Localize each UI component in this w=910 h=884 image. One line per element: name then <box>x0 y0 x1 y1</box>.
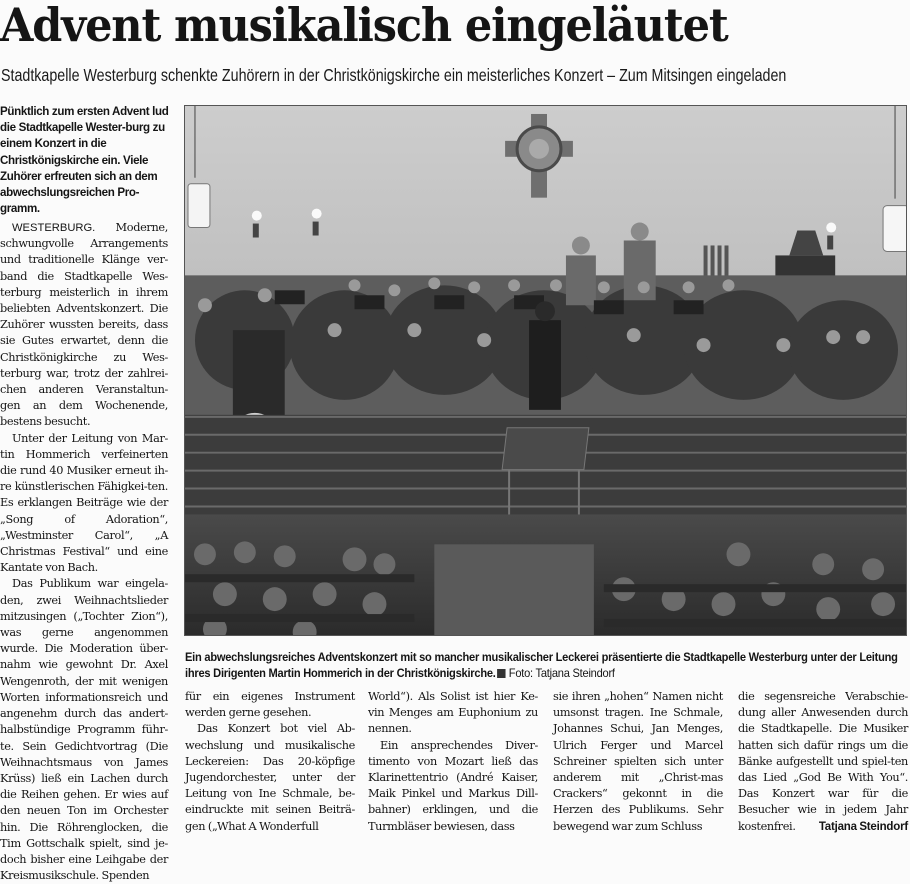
author-byline: Tatjana Steindorf <box>818 820 908 833</box>
dateline: WESTERBURG. <box>12 222 96 234</box>
article-column-3 <box>368 689 538 835</box>
concert-photo <box>184 105 907 636</box>
credit-square-icon <box>498 669 506 678</box>
photo-credit: Foto: Tatjana Steindorf <box>508 666 615 680</box>
article-column-4 <box>553 689 723 835</box>
paragraph-5-end-text: die segensreiche Verabschie-dung aller Anwesenden durch die Stadtkapelle. Die Musiker hatten sich dafür rings um die Bänke aufgestellt und spiel-ten das Lied „God Be With You“. Das Konzert war für die Besucher wie in jedem Jahr kostenfrei. <box>738 690 908 833</box>
article-column-5 <box>738 689 908 835</box>
church-concert-image <box>185 106 906 635</box>
paragraph-3: Das Publikum war eingela-den, zwei Weihnachtslieder mitzusingen („Tochter Zion“), was gerne angenommen wurde. Die Moderation über-nahm wie gewohnt Dr. Axel Wengenroth, der mit wenigen Worten informationsreich und angenehm durch das andert-halbstündige Programm führ-te. Sein Gedichtvortrag (Die Weihnachtsmaus von James Krüss) ließ ein Lachen durch die Reihen gehen. Er wies auf den neuen Ton im Orchester hin. Die Röhrenglocken, die Tim Gottschalk spielt, sind je-doch bisher eine Leihgabe der Kreismusikschule. Spenden <box>0 577 168 883</box>
paragraph-5-end <box>738 689 908 835</box>
article-column-2 <box>185 689 355 835</box>
lead-paragraph: Pünktlich zum ersten Advent lud die Stadtkapelle Wester-burg zu einem Konzert in die Christkönigskirche ein. Viele Zuhörer erfreuten sich an dem abwechslungsreichen Pro-gramm. <box>0 105 169 216</box>
article-column-1 <box>0 220 168 884</box>
conductor <box>529 320 561 410</box>
paragraph-5: Ein ansprechendes Diver-timento von Mozart ließ das Klarinettentrio (André Kaiser, Maik Pinkel und Markus Dill-bahner) erklingen, und die Turmbläser bewiesen, dass <box>368 738 538 833</box>
caption-text: Ein abwechslungsreiches Adventskonzert mit so mancher musikalischer Leckerei präsentierte die Stadtkapelle Westerburg unter der Leitung ihres Dirigenten Martin Hommerich in der Christkönigskirche. <box>185 650 898 680</box>
paragraph-2: Unter der Leitung von Mar-tin Hommerich verfeinerten die rund 40 Musiker erneut ih-re künstlerischen Fähigkei-ten. Es erklangen Beiträge wie der „Song of Adoration“, „Westminster Carol“, „A Christmas Festival“ und eine Kantate von Bach. <box>0 431 168 575</box>
paragraph-4: Das Konzert bot viel Ab-wechslung und musikalische Leckereien: Das 20-köpfige Jugendorchester, unter der Leitung von Ine Schmale, be-eindruckte mit seinen Beiträ-gen („What A Wonderfull <box>185 722 355 833</box>
photo-caption <box>185 649 909 681</box>
paragraph-5-continued: sie ihren „hohen“ Namen nicht umsonst tragen. Ine Schmale, Johannes Schui, Jan Menges, Ulrich Ferger und Marcel Schreiner spielten sich unter anderem mit „Christ-mas Crackers“ gekonnt in die Herzen des Publikums. Sehr bewegend war zum Schluss <box>553 690 723 833</box>
subheadline: Stadtkapelle Westerburg schenkte Zuhörern in der Christkönigskirche ein meisterliches Konzert – Zum Mitsingen eingeladen <box>1 65 787 85</box>
paragraph-4-continued: World“). Als Solist ist hier Ke-vin Menges am Euphonium zu nennen. <box>368 690 538 736</box>
paragraph-3-continued: für ein eigenes Instrument werden gerne gesehen. <box>185 690 355 720</box>
paragraph-1 <box>0 220 168 431</box>
headline: Advent musikalisch eingeläutet <box>0 0 728 52</box>
paragraph-1-text: Moderne, schwungvolle Arrangements und traditionelle Klänge ver-band die Stadtkapelle Wes-terburg meisterlich in ihrem beliebten Adventskonzert. Die Zuhörer wussten bereits, dass sie Gutes erwartet, denn die Christkönigkirche zu Wes-terburg war, trotz der zahlrei-chen anderen Veranstaltun-gen an dem Wochenende, bestens besucht. <box>0 221 168 429</box>
